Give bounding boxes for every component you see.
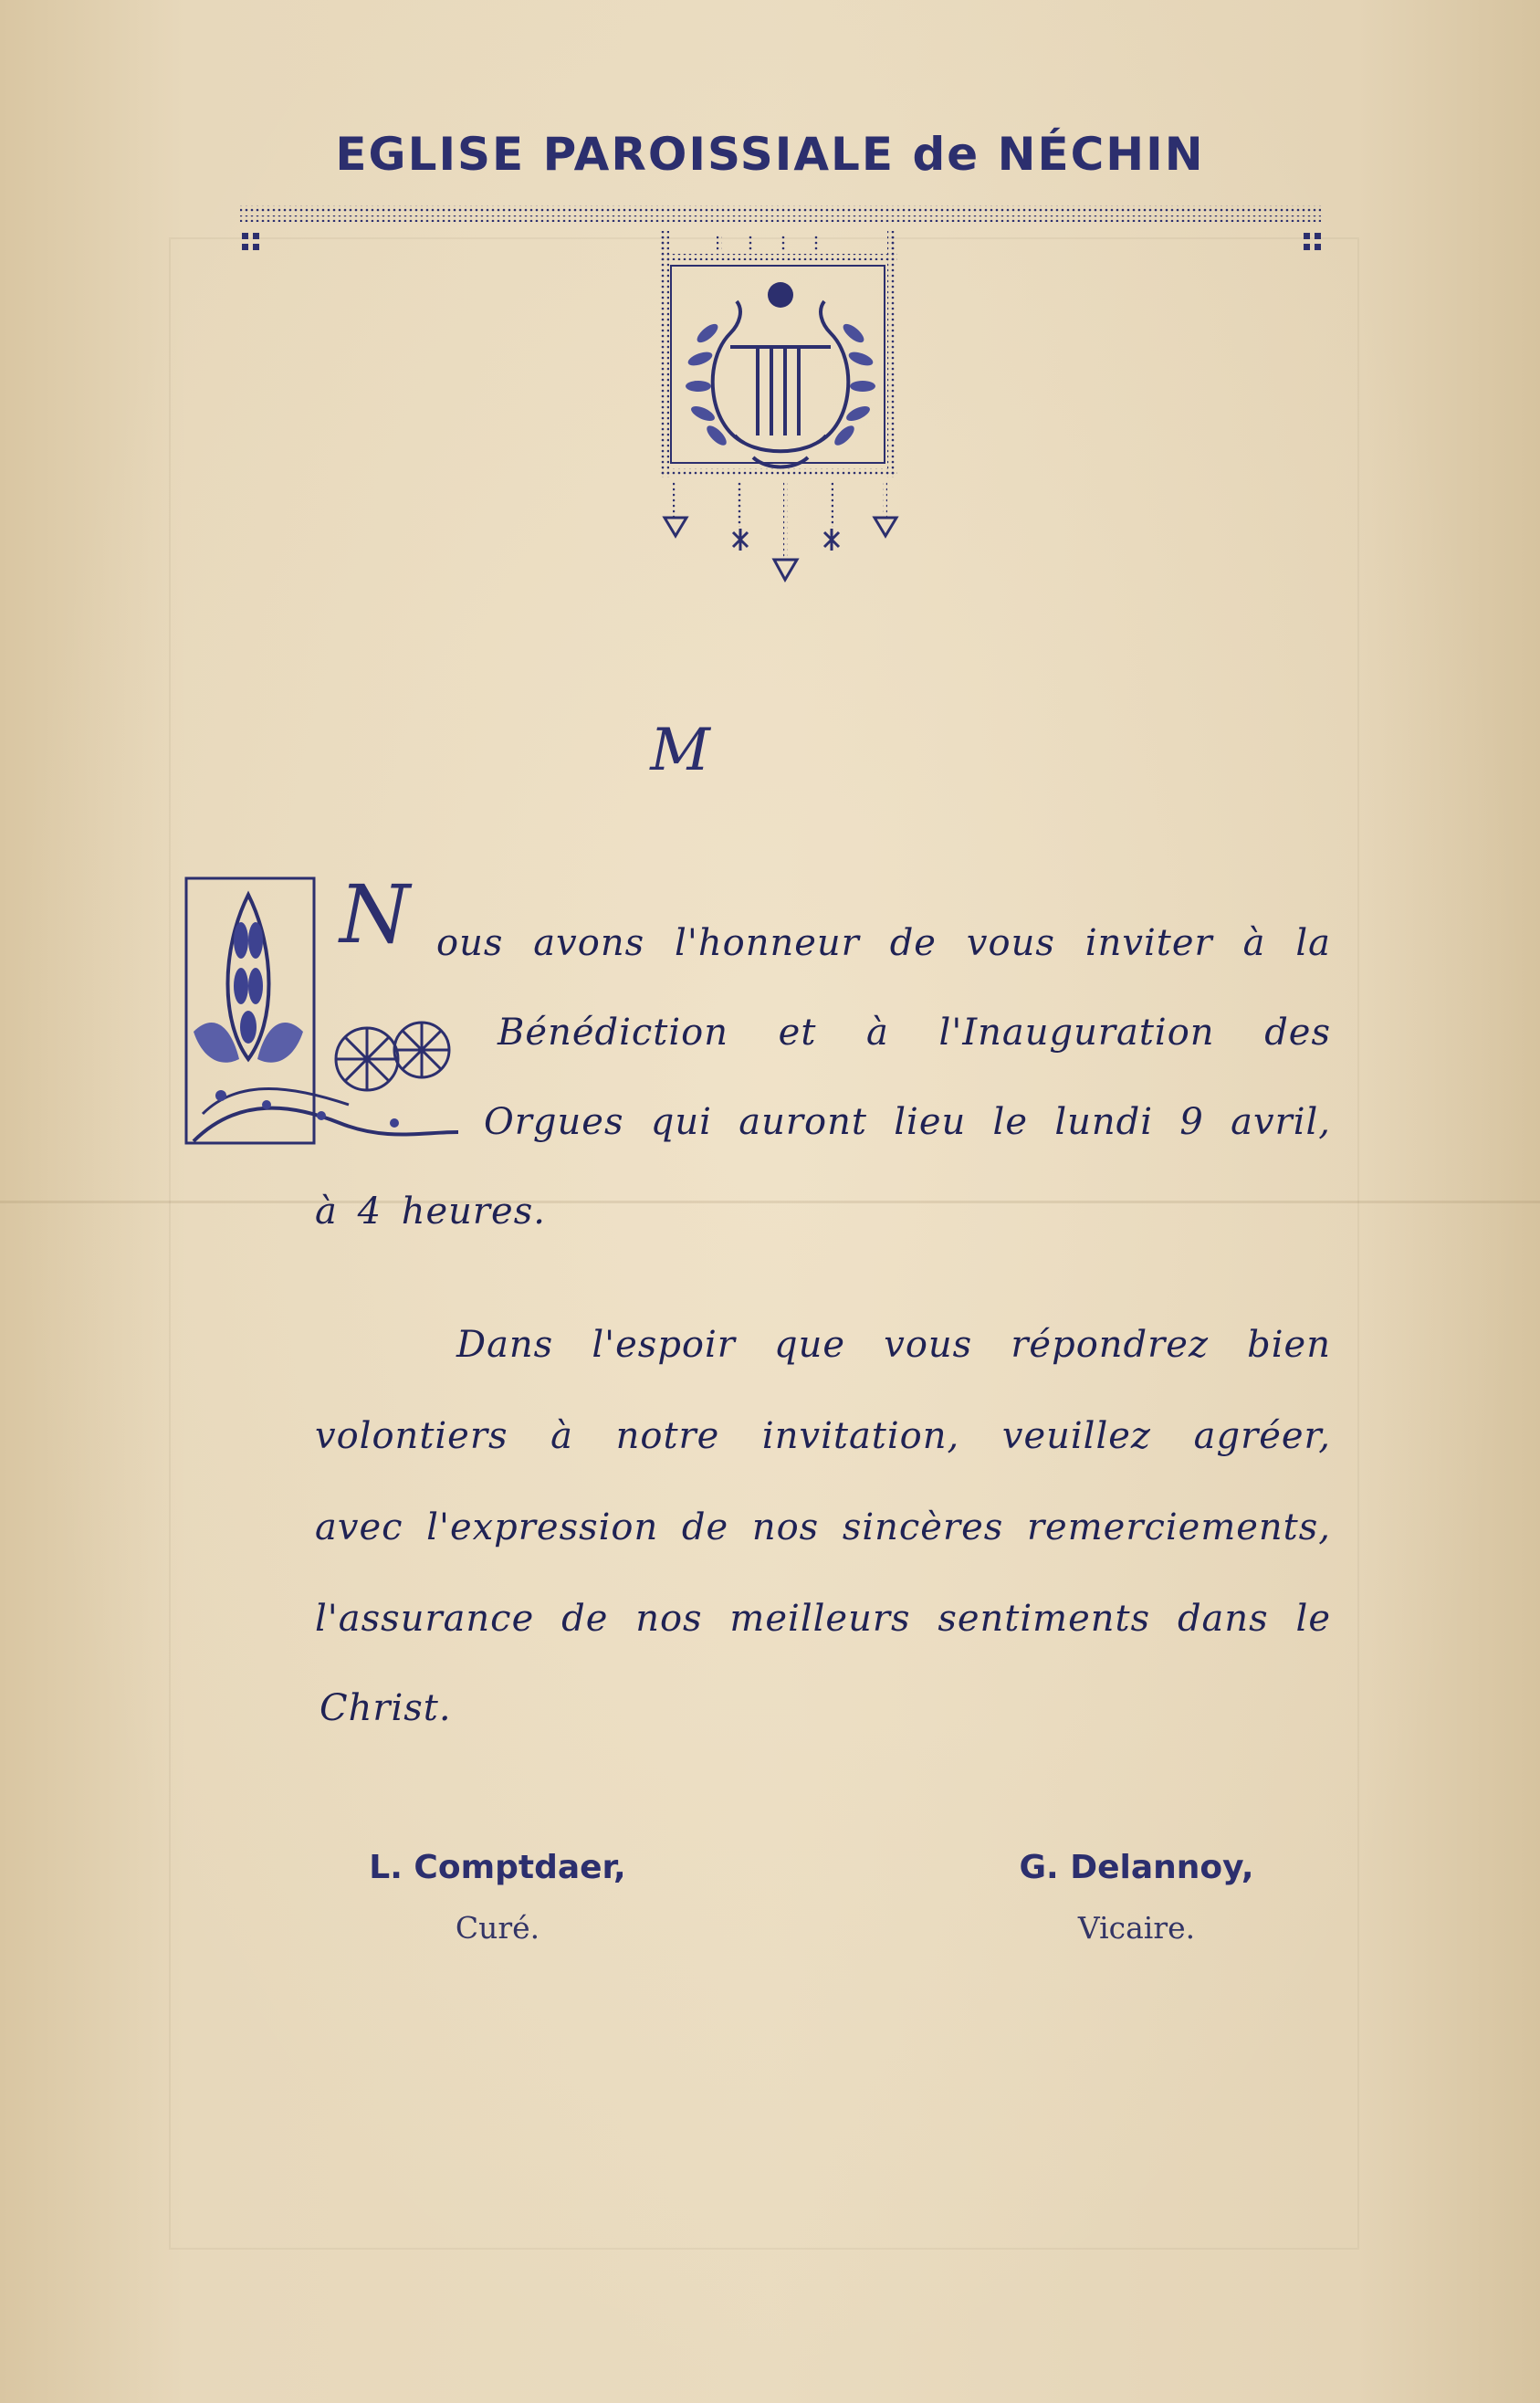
body-line-4: à 4 heures.: [315, 1191, 546, 1233]
body-line-3: Orgues qui auront lieu le lundi 9 avril,: [484, 1101, 1331, 1143]
body-line-2: Bénédiction et à l'Inauguration des: [498, 1012, 1331, 1054]
signature-vicaire: [954, 1849, 1319, 1946]
body-line-5: Dans l'espoir que vous répondrez bien: [456, 1324, 1331, 1366]
body-line-7: avec l'expression de nos sincères remerciements,: [315, 1506, 1331, 1548]
signature-role: Curé.: [455, 1910, 540, 1946]
church-title: EGLISE PAROISSIALE de NÉCHIN: [335, 128, 1205, 181]
drop-cap-letter: N: [340, 867, 410, 961]
body-line-9: Christ.: [320, 1687, 452, 1729]
lyre-ornament: [233, 196, 1328, 589]
monogram-initial: M: [650, 717, 710, 784]
signature-name: G. Delannoy,: [1019, 1849, 1254, 1886]
signature-cure: [315, 1849, 680, 1946]
floral-initial-illustration: [184, 867, 463, 1150]
signature-role: Vicaire.: [1077, 1910, 1196, 1946]
fold-line: [0, 1201, 1540, 1203]
signature-name: L. Comptdaer,: [369, 1849, 626, 1886]
body-line-8: l'assurance de nos meilleurs sentiments dans le: [315, 1598, 1331, 1640]
body-line-6: volontiers à notre invitation, veuillez agréer,: [315, 1415, 1331, 1457]
body-line-1: ous avons l'honneur de vous inviter à la: [436, 922, 1331, 964]
